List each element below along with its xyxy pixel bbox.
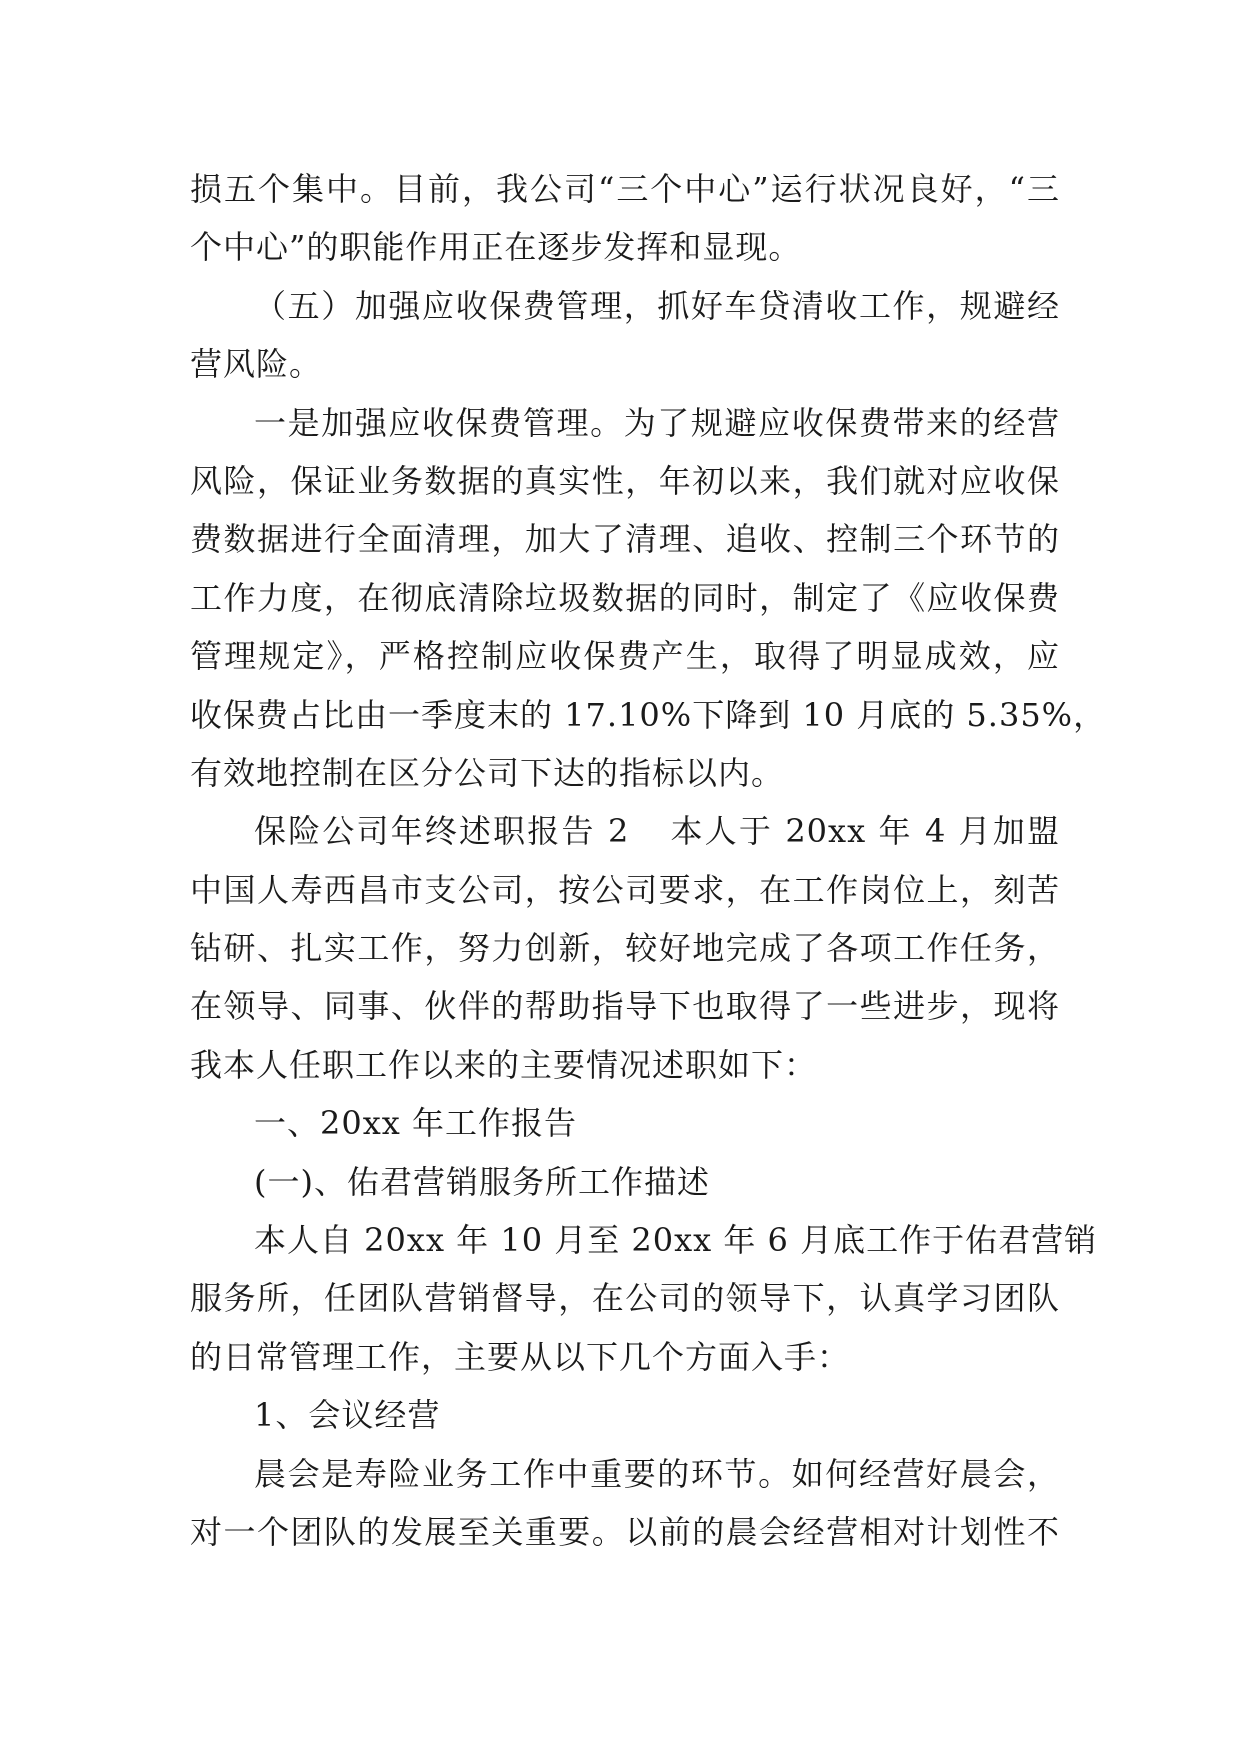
text-line: 工作力度，在彻底清除垃圾数据的同时，制定了《应收保费 <box>190 578 1060 617</box>
text-line: 损五个集中。目前，我公司“三个中心”运行状况良好，“三 <box>190 170 1060 208</box>
text-line: 我本人任职工作以来的主要情况述职如下： <box>190 1045 818 1084</box>
text-line: 费数据进行全面清理，加大了清理、追收、控制三个环节的 <box>190 520 1060 559</box>
text-line: 的日常管理工作，主要从以下几个方面入手： <box>190 1337 851 1376</box>
document-body <box>190 160 1107 1561</box>
text-line: 有效地控制在区分公司下达的指标以内。 <box>190 753 785 792</box>
text-line: 本人自 20xx 年 10 月至 20xx 年 6 月底工作于佑君营销 <box>254 1221 1098 1260</box>
text-line: 钻研、扎实工作，努力创新，较好地完成了各项工作任务， <box>190 929 1060 968</box>
section-heading: （五）加强应收保费管理，抓好车贷清收工作，规避经 <box>254 286 1060 325</box>
text-line: 本人于 20xx 年 4 月加盟 <box>669 812 1060 851</box>
text-line: 风险，保证业务数据的真实性，年初以来，我们就对应收保 <box>190 461 1060 500</box>
section-heading: 一、20xx 年工作报告 <box>254 1104 577 1143</box>
text-line: 服务所，任团队营销督导，在公司的领导下，认真学习团队 <box>190 1279 1060 1318</box>
section-heading: (一)、佑君营销服务所工作描述 <box>254 1162 710 1201</box>
section-heading: 1、会议经营 <box>254 1396 441 1435</box>
text-line: 中国人寿西昌市支公司，按公司要求，在工作岗位上，刻苦 <box>190 870 1060 909</box>
text-line: 收保费占比由一季度末的 17.10%下降到 10 月底的 5.35%， <box>190 695 1107 734</box>
text-line: 一是加强应收保费管理。为了规避应收保费带来的经营 <box>254 403 1060 442</box>
text-line: 在领导、同事、伙伴的帮助指导下也取得了一些进步，现将 <box>190 987 1060 1026</box>
text-line: 管理规定》，严格控制应收保费产生，取得了明显成效，应 <box>190 637 1060 676</box>
report-title: 保险公司年终述职报告 2 <box>254 812 630 851</box>
text-line: 个中心”的职能作用正在逐步发挥和显现。 <box>190 228 802 267</box>
text-line: 对一个团队的发展至关重要。以前的晨会经营相对计划性不 <box>190 1512 1060 1551</box>
text-line: 晨会是寿险业务工作中重要的环节。如何经营好晨会， <box>254 1454 1060 1493</box>
section-heading: 营风险。 <box>190 345 323 384</box>
report-title-line <box>190 802 1060 860</box>
